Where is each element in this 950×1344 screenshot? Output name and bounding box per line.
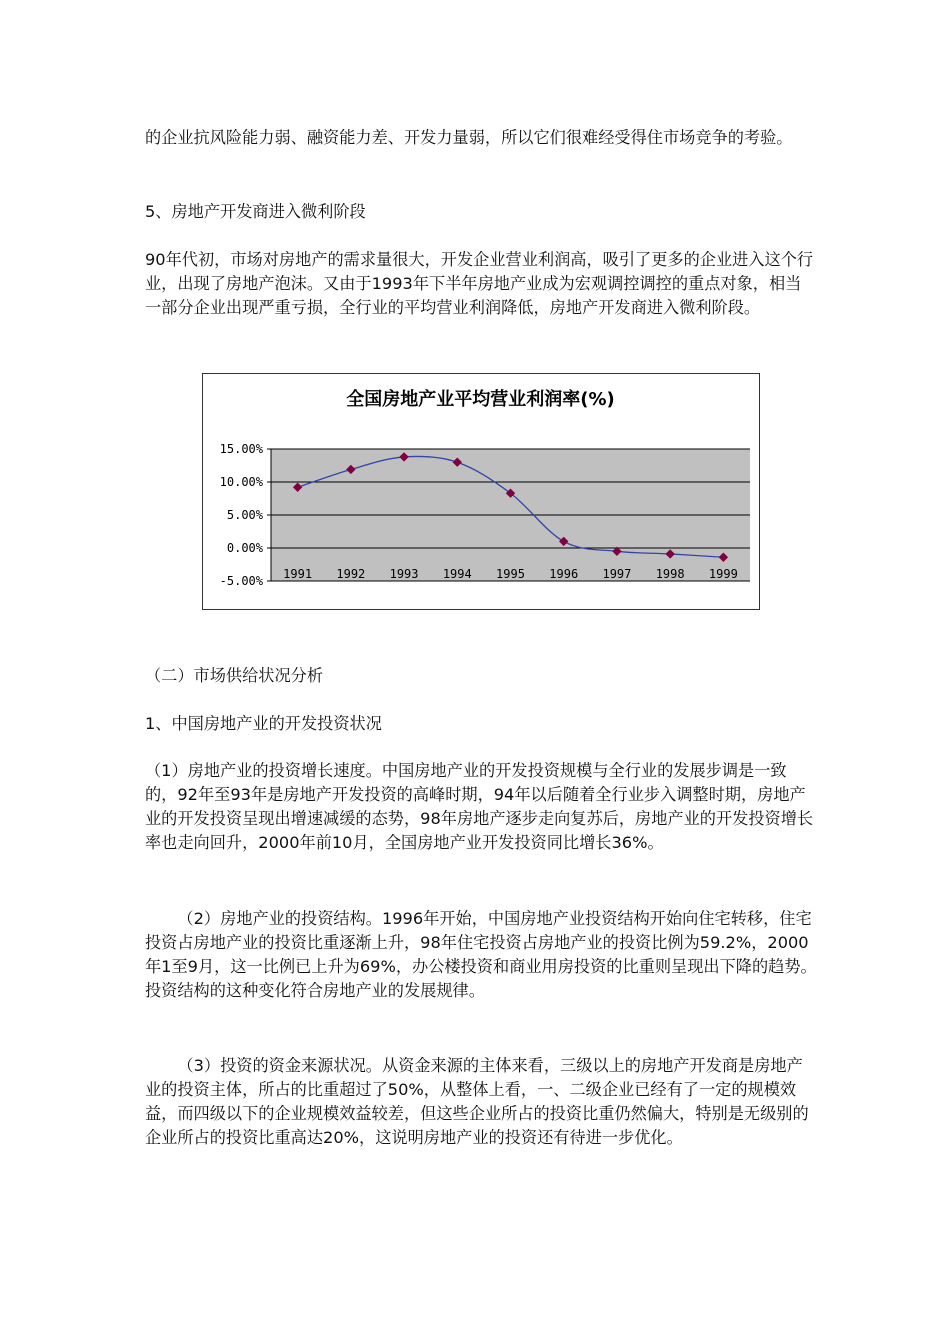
- y-tick-label: 10.00%: [219, 475, 263, 489]
- section-heading-2: （二）市场供给状况分析: [145, 666, 324, 685]
- paragraph-2: 90年代初，市场对房地产的需求量很大，开发企业营业利润高，吸引了更多的企业进入这个行业，出现了房地产泡沫。又由于1993年下半年房地产业成为宏观调控调控的重点对象，相当一部分企业出现严重亏损，全行业的平均营业利润降低，房地产开发商进入微利阶段。: [145, 250, 814, 317]
- section-heading-1: 1、中国房地产业的开发投资状况: [145, 714, 382, 733]
- x-tick-label: 1994: [442, 567, 472, 581]
- y-tick-label: -5.00%: [219, 574, 263, 588]
- x-tick-label: 1997: [602, 567, 632, 581]
- paragraph-4: （2）房地产业的投资结构。1996年开始，中国房地产业投资结构开始向住宅转移，住宅投资占房地产业的投资比重逐渐上升，98年住宅投资占房地产业的投资比例为59.2%，2000年1至9月，这一比例已上升为69%，办公楼投资和商业用房投资的比重则呈现出下降的趋势。投资结构的这种变化符合房地产业的发展规律。: [145, 909, 817, 1000]
- x-tick-label: 1998: [655, 567, 685, 581]
- chart-svg: [203, 374, 758, 608]
- x-tick-label: 1991: [283, 567, 313, 581]
- paragraph-5: （3）投资的资金来源状况。从资金来源的主体来看，三级以上的房地产开发商是房地产业的投资主体，所占的比重超过了50%，从整体上看，一、二级企业已经有了一定的规模效益，而四级以下的企业规模效益较差，但这些企业所占的投资比重仍然偏大，特别是无级别的企业所占的投资比重高达20%，这说明房地产业的投资还有待进一步优化。: [145, 1056, 809, 1147]
- x-tick-label: 1993: [389, 567, 419, 581]
- x-tick-label: 1999: [708, 567, 738, 581]
- paragraph-3: （1）房地产业的投资增长速度。中国房地产业的开发投资规模与全行业的发展步调是一致的，92年至93年是房地产开发投资的高峰时期，94年以后随着全行业步入调整时期，房地产业的开发投资呈现出增速减缓的态势，98年房地产逐步走向复苏后，房地产业的开发投资增长率也走向回升，2000年前10月，全国房地产业开发投资同比增长36%。: [145, 761, 814, 852]
- x-tick-label: 1996: [549, 567, 579, 581]
- x-tick-label: 1995: [496, 567, 525, 581]
- chart-title: 全国房地产业平均营业利润率(%): [346, 389, 615, 410]
- y-tick-label: 15.00%: [219, 442, 263, 456]
- section-heading-5: 5、房地产开发商进入微利阶段: [145, 202, 366, 221]
- profit-rate-chart: [202, 373, 760, 610]
- y-tick-label: 5.00%: [226, 508, 263, 522]
- y-tick-label: 0.00%: [226, 541, 263, 555]
- paragraph-1: 的企业抗风险能力弱、融资能力差、开发力量弱，所以它们很难经受得住市场竞争的考验。: [145, 128, 793, 147]
- x-tick-label: 1992: [336, 567, 366, 581]
